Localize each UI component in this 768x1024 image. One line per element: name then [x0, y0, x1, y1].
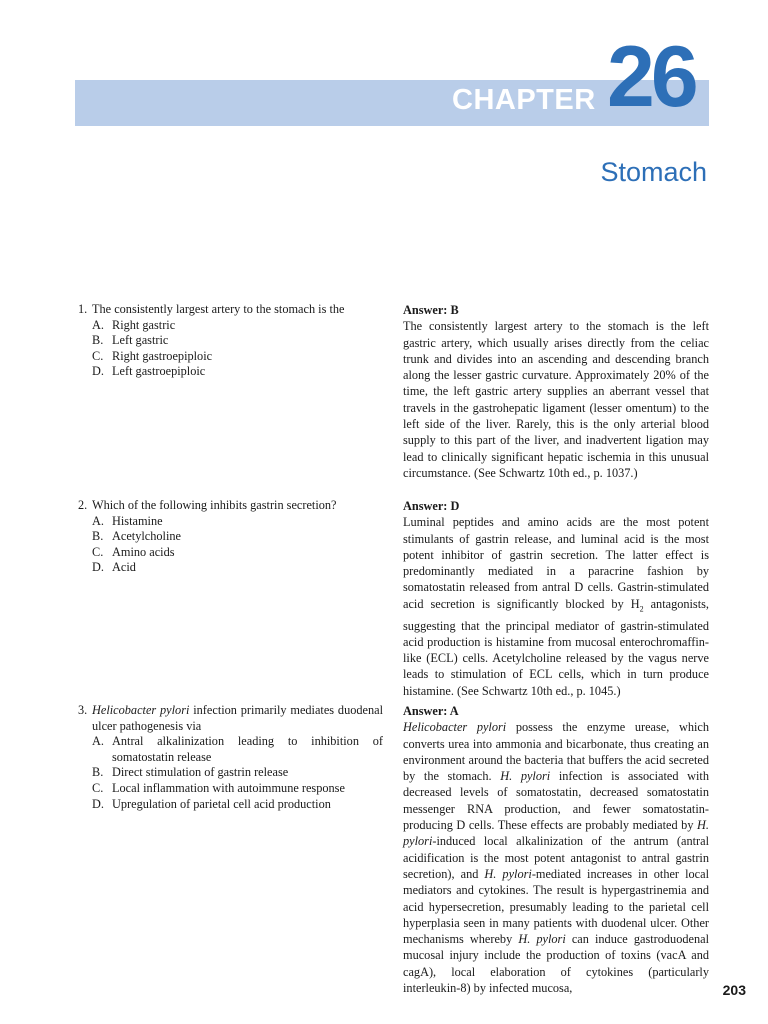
option: A. Antral alkalinization leading to inhibition of somatostatin release	[92, 734, 383, 764]
chapter-label: CHAPTER	[452, 84, 596, 116]
answer-label: Answer: B	[403, 303, 459, 317]
option: B. Acetylcholine	[92, 529, 181, 544]
answer-3	[403, 703, 709, 996]
question-3	[78, 703, 383, 812]
question-stem: Helicobacter pylori infection primarily mediates duodenal ulcer pathogenesis via	[92, 703, 383, 733]
page-number: 203	[722, 982, 746, 998]
answer-label: Answer: A	[403, 704, 459, 718]
answer-1	[403, 302, 709, 481]
option: C. Local inflammation with autoimmune response	[92, 780, 345, 795]
question-stem: The consistently largest artery to the stomach is the	[92, 302, 345, 316]
chapter-title: Stomach	[600, 157, 707, 187]
question-number: 1.	[78, 302, 88, 316]
option: D. Acid	[92, 560, 136, 575]
answer-explanation: Helicobacter pylori possess the enzyme urease, which converts urea into ammonia and bicarbonate, thus creating an environment around the bacteria that buffers the acid secreted by the stomach. H. pylori infection is associated with decreased levels of somatostatin, decreased somatostatin messenger RNA production, and fewer somatostatin-producing D cells. These effects are probably mediated by H. pylori-induced local alkalinization of the antrum (antral acidification is the most potent antagonist to antral gastrin secretion), and H. pylori-mediated increases in other local mediators and cytokines. The result is hypergastrinemia and acid hypersecretion, presumably leading to the parietal cell hyperplasia seen in many patients with duodenal ulcer. Other mechanisms whereby H. pylori can induce gastroduodenal mucosal injury include the production of toxins (vacA and cagA), local elaboration of cytokines (particularly interleukin-8) by infected mucosa,	[403, 720, 710, 996]
option: B. Left gastric	[92, 333, 169, 348]
answer-label: Answer: D	[403, 499, 460, 513]
answer-explanation: The consistently largest artery to the stomach is the left gastric artery, which usually arises directly from the celiac trunk and divides into an ascending and descending branch along the lesser gastric curvature. Approximately 20% of the time, the left gastric artery supplies an aberrant vessel that travels in the gastrohepatic ligament (lesser omentum) to the left side of the liver. Rarely, this is the only arterial blood supply to this part of the liver, and inadvertent ligation may lead to clinically significant hepatic ischemia in this unusual circumstance. (See Schwartz 10th ed., p. 1037.)	[403, 319, 709, 480]
answer-2	[403, 498, 709, 699]
option: B. Direct stimulation of gastrin release	[92, 765, 289, 780]
answer-explanation: Luminal peptides and amino acids are the most potent stimulants of gastrin release, and luminal acid is the most potent inhibitor of gastrin secretion. The latter effect is predominantly mediated in a paracrine fashion by somatostatin released from antral D cells. Gastrin-stimulated acid secretion is significantly blocked by $H_2$ antagonists, suggesting that the principal mediator of gastrin-stimulated acid production is histamine from mucosal enterochromaffin-like (ECL) cells. Acetylcholine released by the vagus nerve leads to stimulation of ECL cells, which in turn produce histamine. (See Schwartz 10th ed., p. 1045.)	[403, 515, 709, 698]
question-1	[78, 302, 383, 380]
chapter-number: 26	[607, 29, 695, 125]
question-number: 2.	[78, 498, 88, 512]
question-stem: Which of the following inhibits gastrin secretion?	[92, 498, 337, 512]
option: D. Upregulation of parietal cell acid production	[92, 796, 331, 811]
question-2	[78, 498, 383, 576]
option: D. Left gastroepiploic	[92, 364, 206, 379]
option: A. Histamine	[92, 513, 163, 528]
question-number: 3.	[78, 703, 88, 717]
option: A. Right gastric	[92, 317, 176, 332]
option: C. Right gastroepiploic	[92, 348, 213, 363]
option: C. Amino acids	[92, 544, 175, 559]
